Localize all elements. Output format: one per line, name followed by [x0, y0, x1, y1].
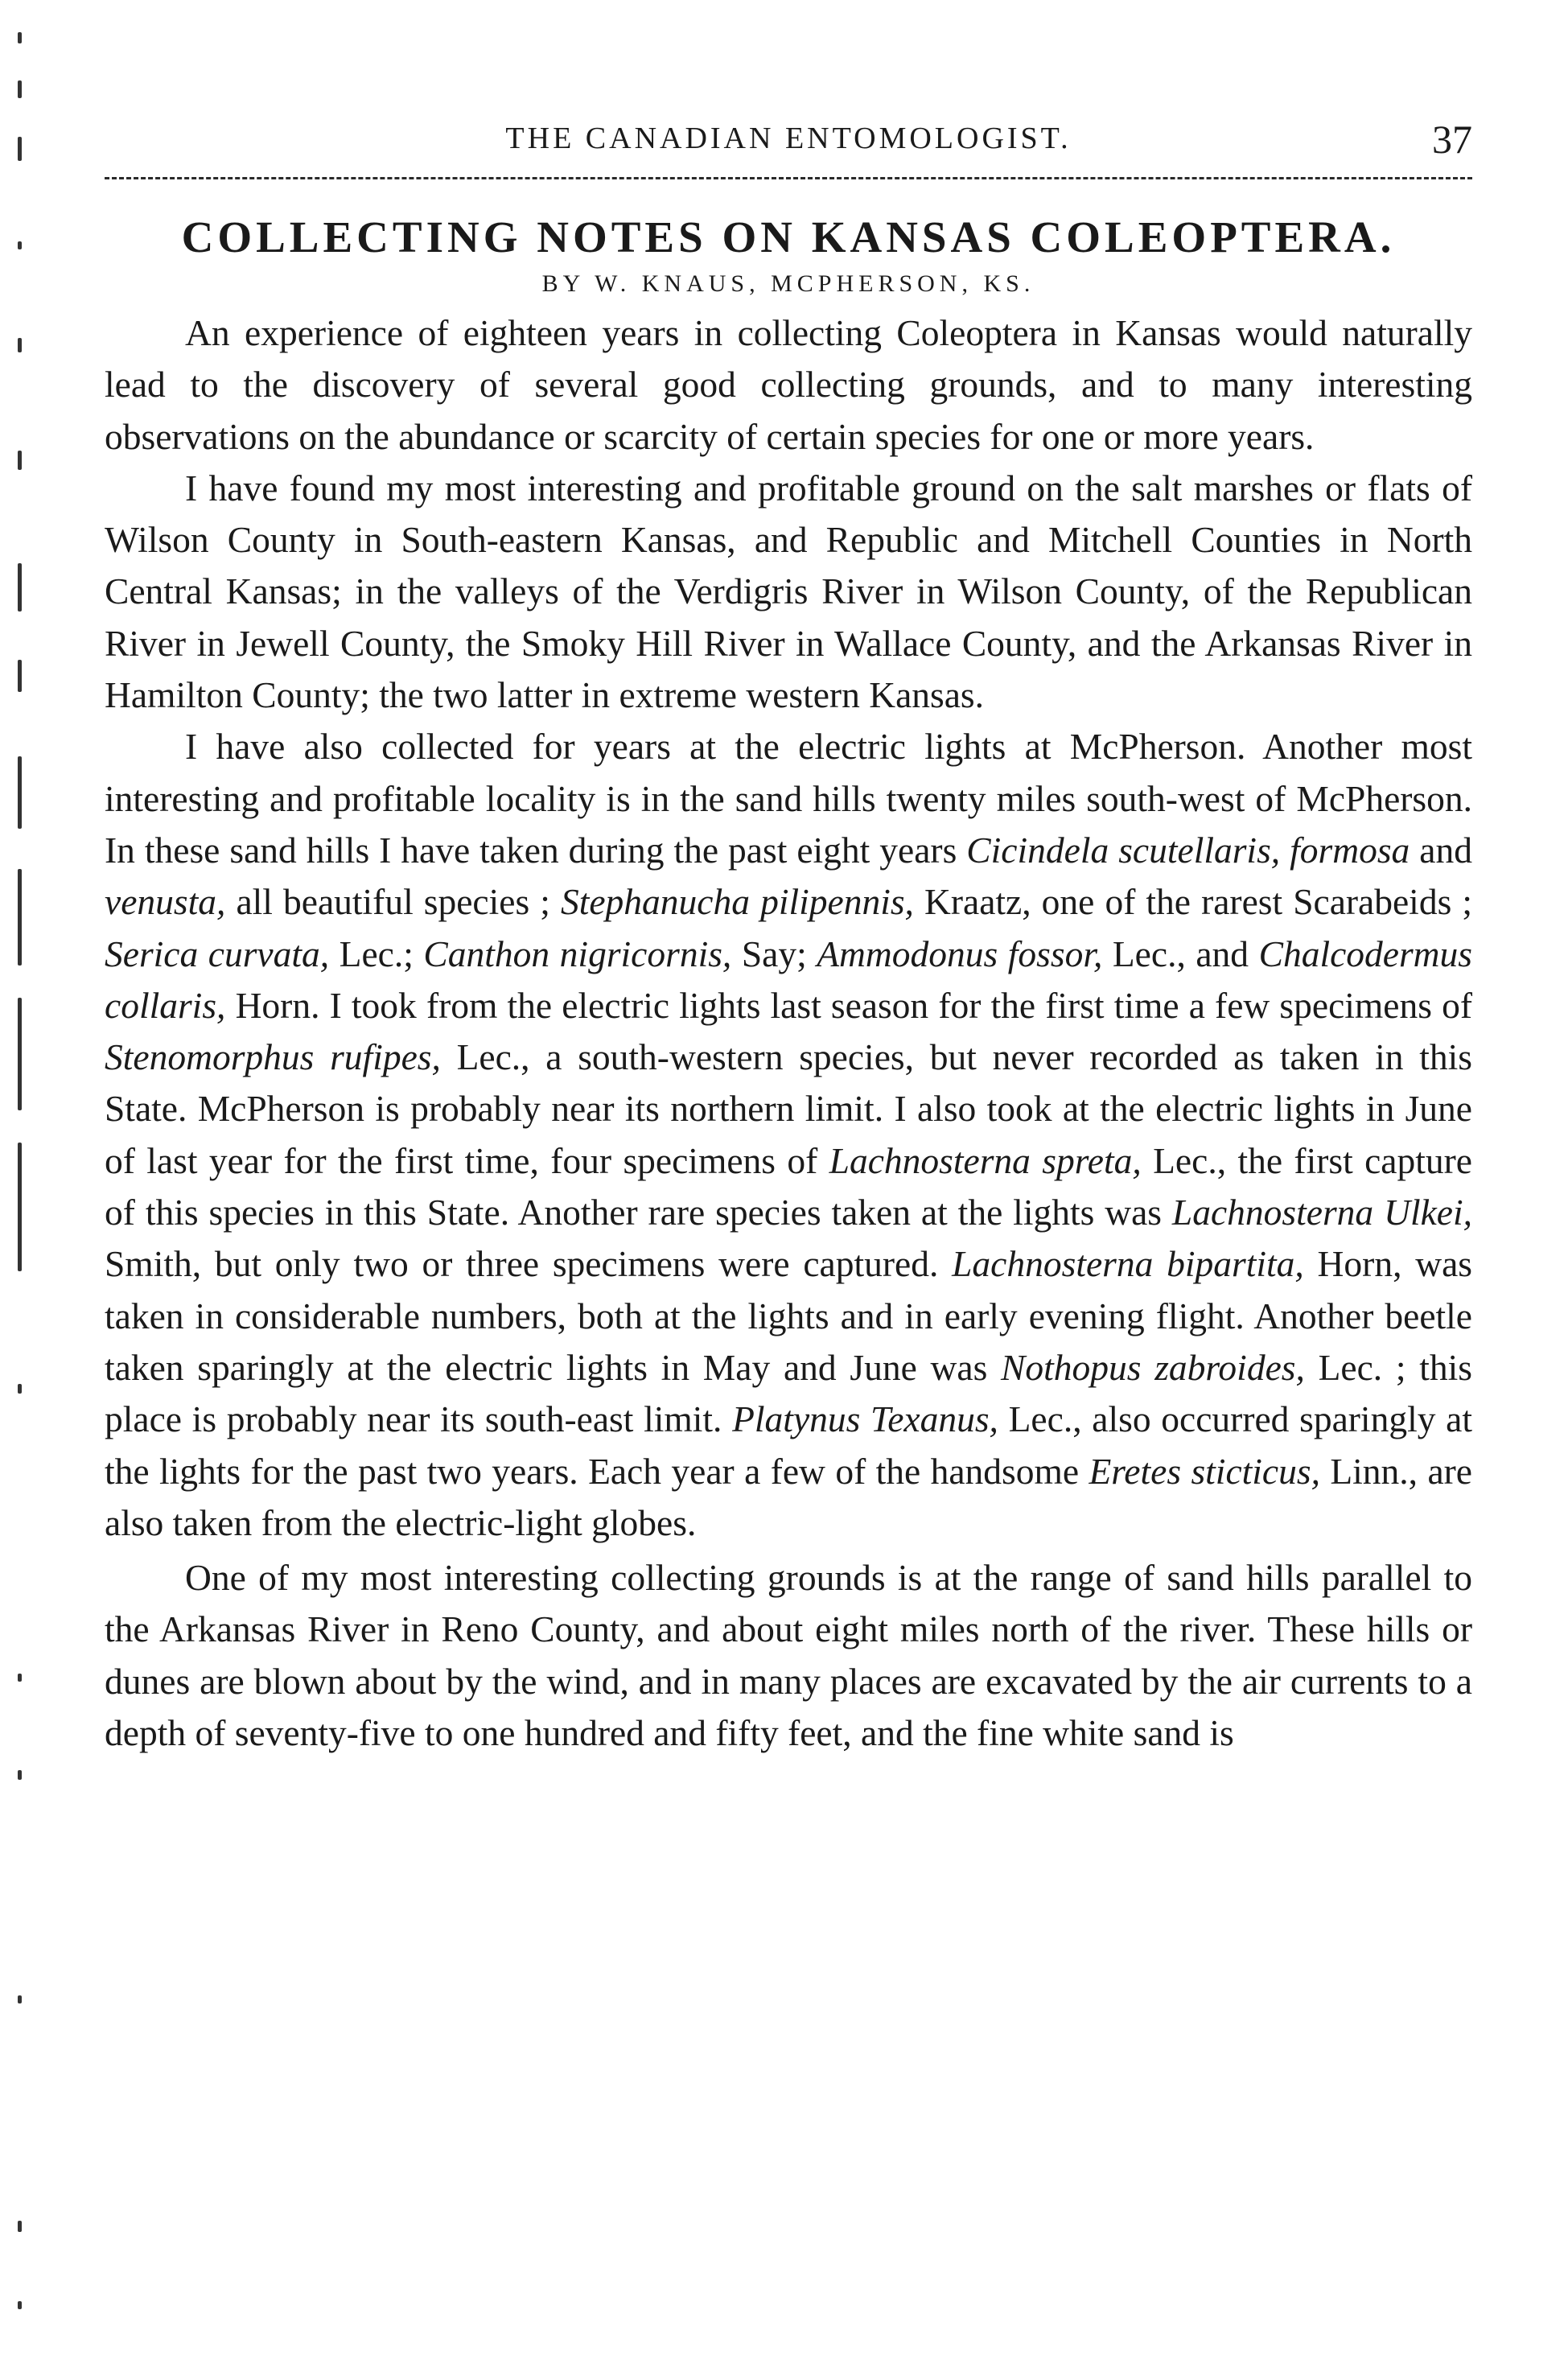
- text-run: Horn, was taken in considerable numbers, both at the lights and in early evening flight. Another beetle taken sparingly at the electric lights in May and June was: [105, 1243, 1472, 1388]
- species-name: Ammodonus fossor,: [817, 933, 1103, 974]
- species-name: Lachnosterna Ulkei,: [1171, 1192, 1472, 1233]
- text-run: Smith, but only two or three specimens were captured.: [105, 1243, 953, 1285]
- journal-name: THE CANADIAN ENTOMOLOGIST.: [505, 121, 1072, 155]
- species-name: Stephanucha pilipennis,: [560, 881, 914, 923]
- text-run: I have also collected for years at the electric lights at McPherson. Another most interesting and profitable locality is in the sand hills twenty miles south-west of McPherson. In these sand hills I have taken during the past eight years: [105, 726, 1472, 871]
- species-name: venusta,: [105, 881, 226, 923]
- text-run: An experience of eighteen years in collecting Coleoptera in Kansas would naturally lead to the discovery of several good collecting grounds, and to many interesting observations on the abundance or scarcity of certain species for one or more years.: [105, 312, 1472, 457]
- body-paragraph: [105, 721, 1472, 1549]
- text-run: Horn. I took from the electric lights last season for the first time a few specimens of: [225, 984, 1472, 1026]
- text-run: One of my most interesting collecting grounds is at the range of sand hills parallel to the Arkansas River in Reno County, and about eight miles north of the river. These hills or dunes are blown about by the wind, and in many places are excavated by the air currents to a depth of seventy-five to one hundred and fifty feet, and the fine white sand is: [105, 1557, 1472, 1754]
- body-paragraph: [105, 1552, 1472, 1759]
- text-run: Kraatz, one of the rarest Scarabeids ;: [913, 881, 1472, 923]
- species-name: Eretes sticticus,: [1089, 1450, 1320, 1492]
- author-byline: BY W. KNAUS, MCPHERSON, KS.: [541, 270, 1035, 297]
- text-run: Lec., also occurred sparingly at the lights for the past two years. Each year a few of the handsome: [105, 1398, 1472, 1492]
- species-name: Nothopus zabroides,: [1001, 1346, 1305, 1388]
- text-run: Lec.;: [329, 933, 424, 974]
- species-name: Cicindela scutellaris, formosa: [966, 829, 1410, 871]
- article-body: [105, 307, 1472, 1759]
- species-name: Serica curvata,: [105, 933, 330, 974]
- species-name: Stenomorphus rufipes,: [105, 1036, 441, 1078]
- header-rule: [105, 177, 1472, 179]
- text-run: and: [1410, 829, 1472, 871]
- species-name: Chalcodermus collaris,: [105, 933, 1472, 1026]
- article-title: COLLECTING NOTES ON KANSAS COLEOPTERA.: [181, 212, 1396, 261]
- text-run: Lec., the first capture of this species in this State. Another rare species taken at the lights was: [105, 1139, 1472, 1233]
- text-run: I have found my most interesting and profitable ground on the salt marshes or flats of Wilson County in South-eastern Kansas, and Republic and Mitchell Counties in North Central Kansas; in the valleys of the Verdigris River in Wilson County, of the Republican River in Jewell County, the Smoky Hill River in Wallace County, and the Arkansas River in Hamilton County; the two latter in extreme western Kansas.: [105, 467, 1472, 716]
- text-run: Lec., and: [1102, 933, 1259, 974]
- text-run: all beautiful species ;: [225, 881, 561, 923]
- running-head: [105, 117, 1472, 177]
- species-name: Platynus Texanus,: [732, 1398, 998, 1440]
- species-name: Canthon nigricornis,: [423, 933, 732, 974]
- species-name: Lachnosterna spreta,: [829, 1139, 1142, 1181]
- body-paragraph: [105, 307, 1472, 463]
- scan-margin-specks: [11, 0, 43, 2376]
- text-run: Lec., a south-western species, but never recorded as taken in this State. McPherson is probably near its northern limit. I also took at the electric lights in June of last year for the first time, four specimens of: [105, 1036, 1473, 1181]
- body-paragraph: [105, 463, 1472, 721]
- text-run: Say;: [731, 933, 817, 974]
- page-number: 37: [1432, 117, 1472, 162]
- text-run: Lec. ; this place is probably near its south-east limit.: [105, 1346, 1472, 1440]
- text-run: Linn., are also taken from the electric-light globes.: [105, 1450, 1472, 1543]
- journal-page: [105, 117, 1473, 1759]
- species-name: Lachnosterna bipartita,: [952, 1243, 1304, 1285]
